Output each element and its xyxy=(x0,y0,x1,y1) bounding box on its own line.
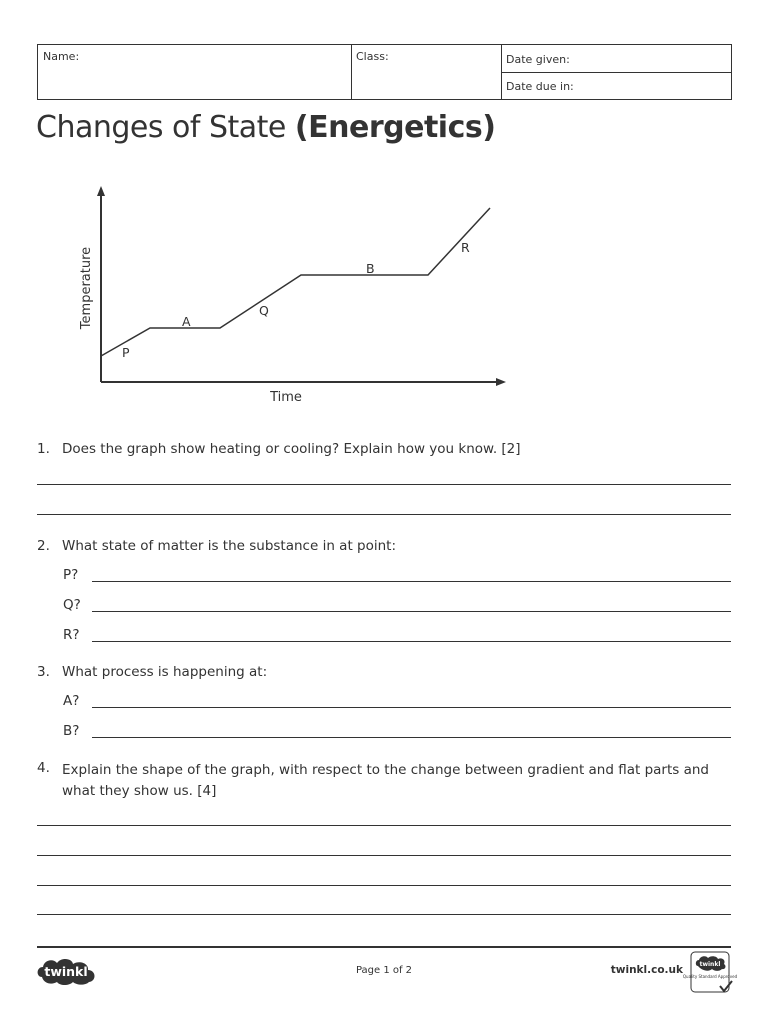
answer-line[interactable] xyxy=(37,825,731,826)
badge-text: Quality Standard Approved xyxy=(682,974,738,979)
badge-brand: twinkl xyxy=(699,961,721,968)
point-label-p: P xyxy=(122,345,130,360)
point-label-b: B xyxy=(366,261,375,276)
sub-question-p: P? xyxy=(63,567,79,583)
answer-line[interactable] xyxy=(37,484,731,485)
footer-rule xyxy=(37,946,731,948)
y-axis-label: Temperature xyxy=(79,246,94,330)
title-main: Changes of State xyxy=(36,110,295,145)
date-due-label: Date due in: xyxy=(506,80,574,93)
answer-line[interactable] xyxy=(37,514,731,515)
quality-badge xyxy=(682,951,738,995)
point-label-a: A xyxy=(182,314,191,329)
heating-curve-line xyxy=(101,208,490,356)
heating-curve-graph xyxy=(0,0,768,420)
sub-question-a: A? xyxy=(63,693,80,709)
question-text: Explain the shape of the graph, with respect to the change between gradient and flat parts and what they show us. [4] xyxy=(62,762,709,799)
answer-line[interactable] xyxy=(92,581,731,582)
answer-line[interactable] xyxy=(92,641,731,642)
date-given-label: Date given: xyxy=(506,53,570,66)
question-text: What process is happening at: xyxy=(62,664,268,680)
title-bold: (Energetics) xyxy=(294,110,496,145)
x-axis-label: Time xyxy=(270,390,302,405)
answer-line[interactable] xyxy=(37,885,731,886)
sub-question-q: Q? xyxy=(63,597,81,613)
question-number: 4. xyxy=(37,760,50,776)
footer-url: twinkl.co.uk xyxy=(610,964,683,976)
sub-question-b: B? xyxy=(63,723,80,739)
point-label-r: R xyxy=(461,240,470,255)
answer-line[interactable] xyxy=(92,737,731,738)
name-label: Name: xyxy=(43,50,80,63)
question-text: What state of matter is the substance in at point: xyxy=(62,538,396,554)
y-axis-arrow xyxy=(97,186,105,196)
question-number: 2. xyxy=(37,538,50,554)
question-number: 1. xyxy=(37,441,50,457)
answer-line[interactable] xyxy=(92,707,731,708)
logo-text: twinkl xyxy=(44,964,88,979)
answer-line[interactable] xyxy=(37,914,731,915)
class-label: Class: xyxy=(356,50,389,63)
answer-line[interactable] xyxy=(37,855,731,856)
sub-question-r: R? xyxy=(63,627,80,643)
question-text: Does the graph show heating or cooling? Explain how you know. [2] xyxy=(62,441,521,457)
point-label-q: Q xyxy=(259,303,269,318)
question-number: 3. xyxy=(37,664,50,680)
answer-line[interactable] xyxy=(92,611,731,612)
page-number: Page 1 of 2 xyxy=(355,965,413,976)
x-axis-arrow xyxy=(496,378,506,386)
